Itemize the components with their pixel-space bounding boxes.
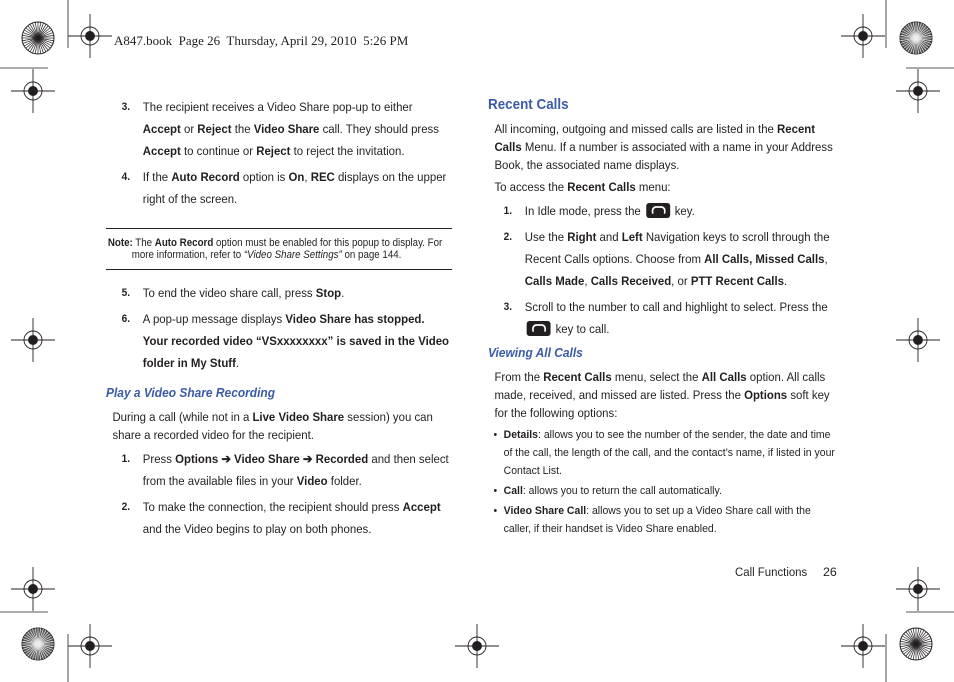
step-3: 3. The recipient receives a Video Share pop-up to either Accept or Reject the Video Share call. They should press Accept to continue or Reject to reject the invitation. [121, 100, 439, 158]
step-4: 4. If the Auto Record option is On, REC displays on the upper right of the screen. [121, 170, 447, 206]
list-item: • Video Share Call: allows you to set up a Video Share call with the caller, if their handset is Video Share enabled. [493, 505, 811, 535]
crosshair-registration-mark [68, 14, 112, 58]
play-step-2: 2. To make the connection, the recipient should press Accept and the Video begins to play on both phones. [121, 500, 441, 536]
send-key-icon [646, 203, 670, 218]
footer-page-number: 26 [823, 565, 837, 579]
page-header-slug: A847.book Page 26 Thursday, April 29, 2010 5:26 PM [114, 33, 409, 48]
recent-step-1: 1. In Idle mode, press the key. [503, 204, 695, 218]
crosshair-registration-mark [11, 567, 55, 611]
note-box: Note: The Auto Record option must be enabled for this popup to display. For more information, refer to “Video Share Settings” on page 144. [106, 228, 452, 270]
step-5: 5. To end the video share call, press Stop. [121, 286, 345, 300]
options-bullet-list [488, 426, 838, 538]
recent-step-2: 2. Use the Right and Left Navigation keys to scroll through the Recent Calls options. Choose from All Calls, Missed Calls, Calls Made, Calls Received, or PTT Recent Calls. [503, 230, 830, 288]
subheading-viewing-all-calls: Viewing All Calls [488, 345, 583, 360]
crosshair-registration-mark [896, 318, 940, 362]
starburst-registration-mark [22, 628, 54, 660]
recent-calls-intro: All incoming, outgoing and missed calls are listed in the Recent Calls Menu. If a number is associated with a name in your Address Book, the associated name displays. [494, 122, 833, 172]
crosshair-registration-mark [896, 567, 940, 611]
list-item: • Details: allows you to see the number of the sender, the date and time of the call, the length of the call, and the contact’s name, if listed in your Contact List. [493, 429, 835, 477]
play-step-1: 1. Press Options ➔ Video Share ➔ Recorded and then select from the available files in your Video folder. [121, 452, 449, 488]
play-intro-paragraph: During a call (while not in a Live Video Share session) you can share a recorded video for the recipient. [112, 410, 433, 442]
starburst-registration-mark [900, 22, 932, 54]
send-key-icon [527, 321, 551, 336]
right-column [488, 96, 838, 540]
crosshair-registration-mark [455, 624, 499, 668]
crosshair-registration-mark [841, 14, 885, 58]
crosshair-registration-mark [896, 69, 940, 113]
crosshair-registration-mark [68, 624, 112, 668]
section-heading-recent-calls: Recent Calls [488, 97, 569, 113]
left-column [106, 96, 452, 544]
crosshair-registration-mark [841, 624, 885, 668]
starburst-registration-mark [22, 22, 54, 54]
crosshair-registration-mark [11, 318, 55, 362]
subheading-play-recording: Play a Video Share Recording [106, 385, 276, 400]
viewing-all-calls-paragraph: From the Recent Calls menu, select the All Calls option. All calls made, received, and missed are listed. Press the Options soft key for the following options: [494, 370, 830, 420]
step-6: 6. A pop-up message displays Video Share has stopped. Your recorded video “VSxxxxxxxx” is saved in the Video folder in My Stuff. [121, 312, 450, 370]
list-item: • Call: allows you to return the call automatically. [493, 485, 722, 497]
starburst-registration-mark [900, 628, 932, 660]
footer-section-name: Call Functions [735, 565, 808, 579]
crosshair-registration-mark [11, 69, 55, 113]
access-recent-calls-text: To access the Recent Calls menu: [494, 180, 671, 194]
recent-step-3: 3. Scroll to the number to call and highlight to select. Press the key to call. [503, 300, 828, 336]
